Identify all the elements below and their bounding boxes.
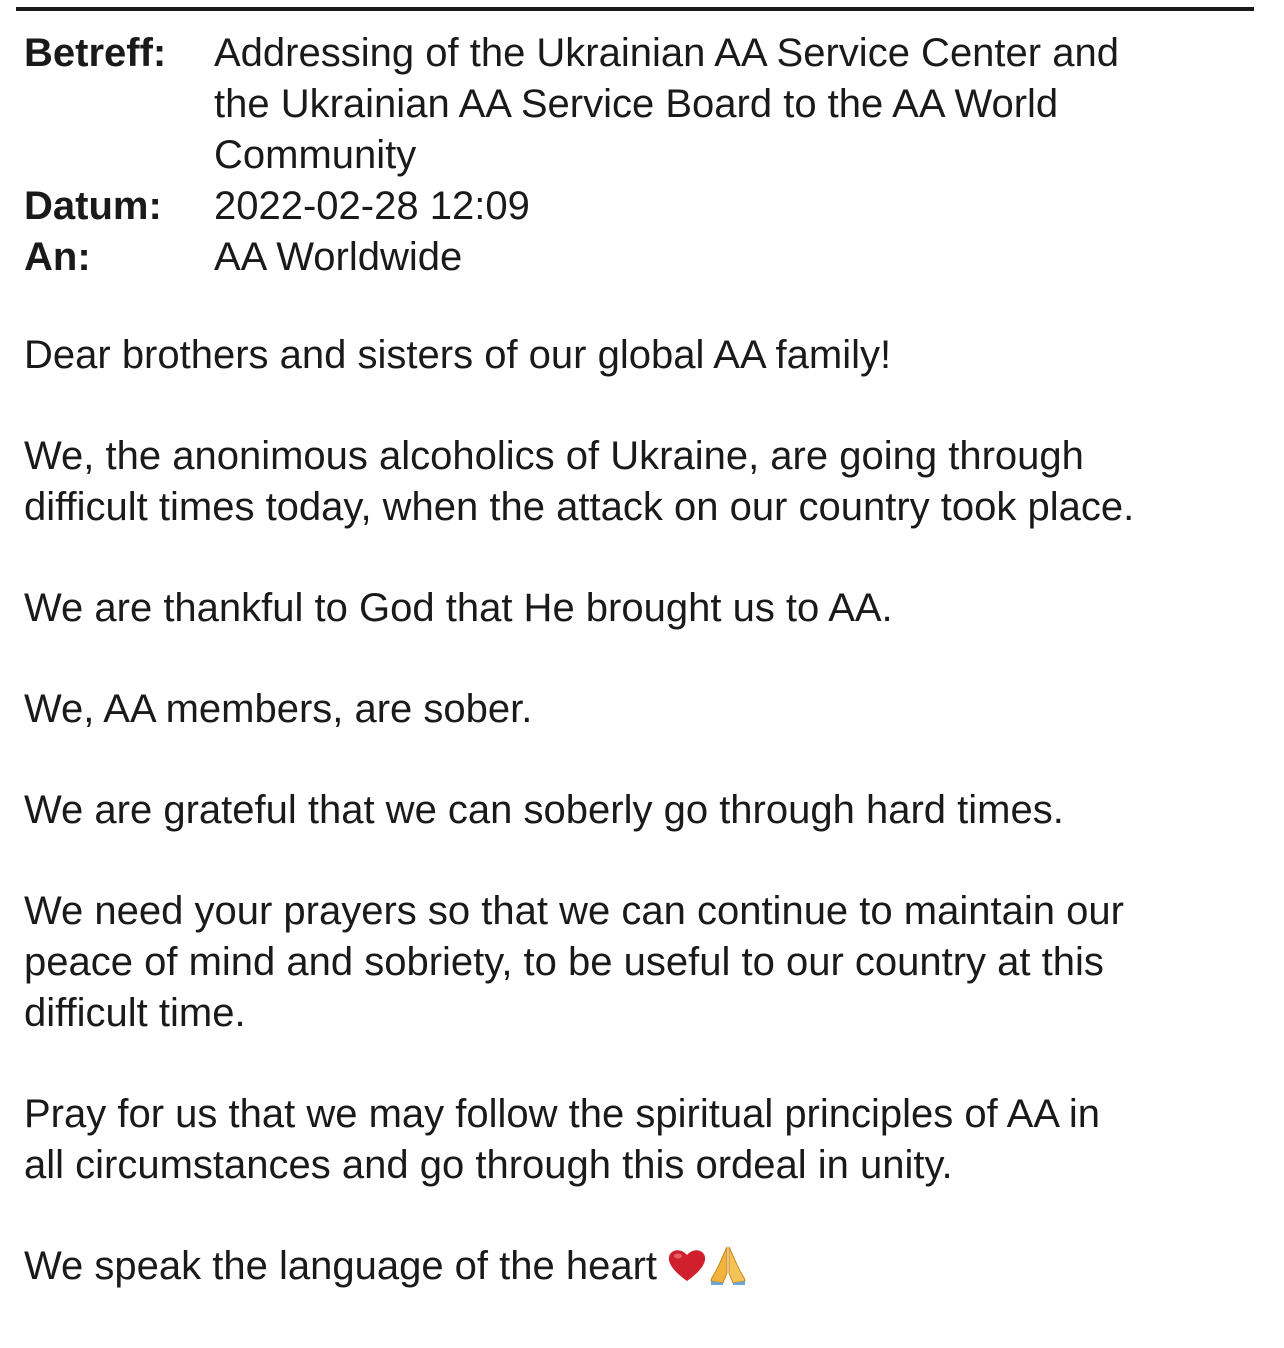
subject-row — [24, 28, 1254, 181]
subject-line: Addressing of the Ukrainian AA Service Center and — [214, 31, 1119, 75]
paragraph-line: all circumstances and go through this ordeal in unity. — [24, 1143, 953, 1187]
date-label: Datum: — [24, 184, 162, 228]
to-value: AA Worldwide — [214, 235, 463, 279]
subject-label: Betreff: — [24, 31, 167, 75]
paragraph-thankful: We are thankful to God that He brought us to AA. — [24, 586, 893, 630]
paragraph-line: peace of mind and sobriety, to be useful to our country at this — [24, 940, 1104, 984]
paragraph-grateful: We are grateful that we can soberly go through hard times. — [24, 788, 1064, 832]
date-value: 2022-02-28 12:09 — [214, 184, 530, 228]
paragraph-line: We need your prayers so that we can continue to maintain our — [24, 889, 1124, 933]
date-row — [24, 181, 1254, 232]
to-label: An: — [24, 235, 91, 279]
email-header — [24, 28, 1254, 283]
folded-hands-icon — [709, 1245, 747, 1298]
paragraph-pray-for-us — [24, 1089, 1264, 1191]
paragraph-line: We, the anonimous alcoholics of Ukraine, are going through — [24, 434, 1084, 478]
paragraph-difficult-times — [24, 431, 1264, 533]
paragraph-line: difficult time. — [24, 991, 246, 1035]
paragraph-prayers — [24, 886, 1264, 1039]
subject-value — [214, 28, 1254, 181]
top-divider — [16, 7, 1254, 11]
paragraph-line: difficult times today, when the attack on our country took place. — [24, 485, 1135, 529]
closing-text: We speak the language of the heart — [24, 1244, 658, 1288]
greeting-paragraph: Dear brothers and sisters of our global AA family! — [24, 333, 892, 377]
subject-line: Community — [214, 133, 417, 177]
heart-icon — [667, 1245, 707, 1296]
paragraph-line: Pray for us that we may follow the spiritual principles of AA in — [24, 1092, 1101, 1136]
paragraph-sober: We, AA members, are sober. — [24, 687, 533, 731]
subject-line: the Ukrainian AA Service Board to the AA World — [214, 82, 1059, 126]
email-body — [24, 330, 1264, 1348]
to-row — [24, 232, 1254, 283]
closing-paragraph — [24, 1241, 1264, 1298]
